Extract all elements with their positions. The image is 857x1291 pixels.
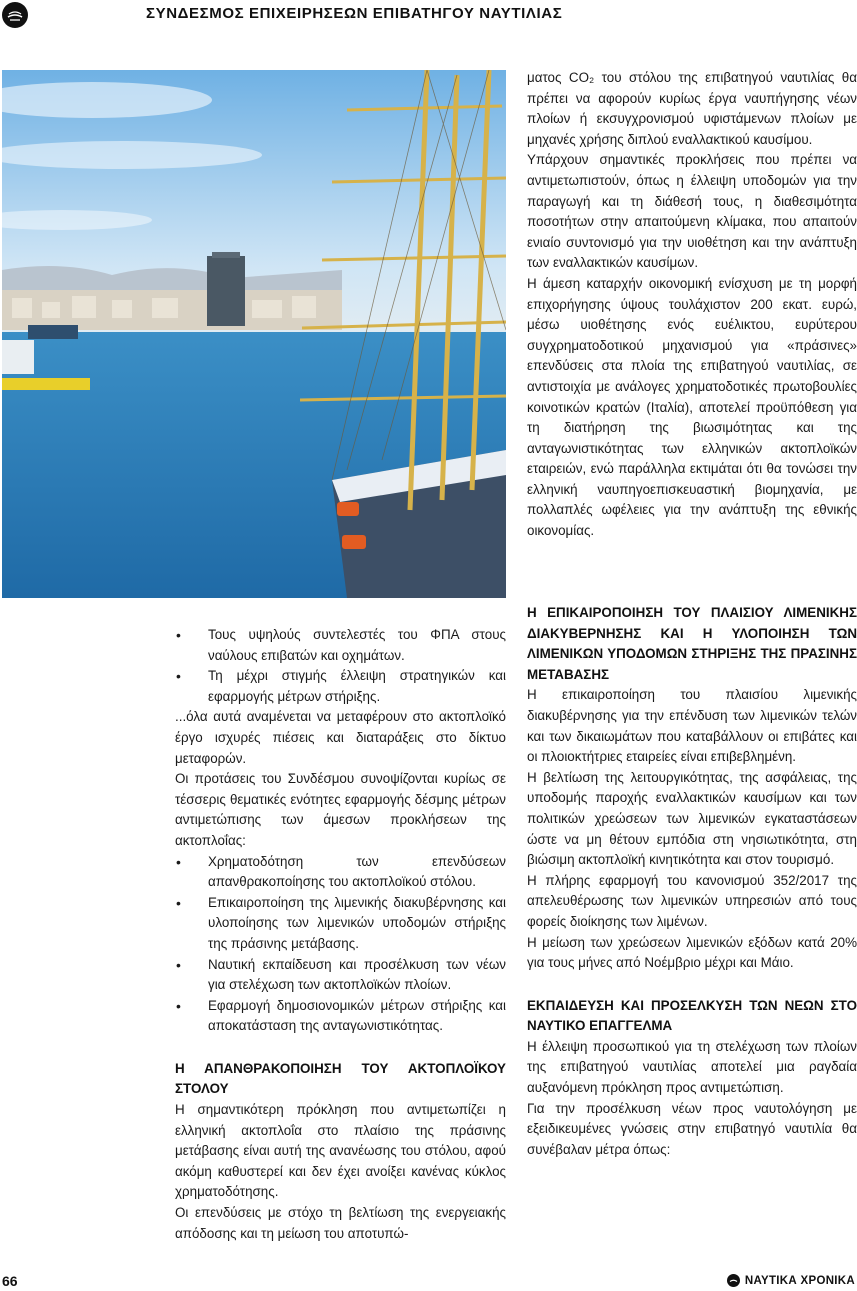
brand-name: ΝΑΥΤΙΚΑ ΧΡΟΝΙΚΑ: [744, 1274, 855, 1287]
brand-mark-icon: [727, 1274, 740, 1287]
page-header-title: ΣΥΝΔΕΣΜΟΣ ΕΠΙΧΕΙΡΗΣΕΩΝ ΕΠΙΒΑΤΗΓΟΥ ΝΑΥΤΙΛΙΑΣ: [146, 5, 563, 22]
harbor-photo: [2, 70, 506, 598]
paragraph: Υπάρχουν σημαντικές προκλήσεις που πρέπει να αντιμετωπιστούν, όπως η έλλειψη υποδομών για την παραγωγή και τη διάθεσή τους, η διαθεσιμότητα ποσοτήτων στην απαιτούμενη κλίμακα, που απαιτούν ενιαίο συντονισμό για την υιοθέτηση και την ανάπτυξη των εναλλακτικών καυσίμων.: [527, 152, 857, 271]
list-item: • Τους υψηλούς συντελεστές του ΦΠΑ στους ναύλους επιβατών και οχημάτων.: [175, 625, 506, 666]
paragraph: Η μείωση των χρεώσεων λιμενικών εξόδων κατά 20% για τους μήνες από Νοέμβριο μέχρι και Μάιο.: [527, 934, 857, 971]
footer-brand: [727, 1274, 855, 1287]
paragraph: Η πλήρης εφαρμογή του κανονισμού 352/2017 της απελευθέρωσης των λιμενικών υπηρεσιών από τους φορείς διοίκησης των λιμένων.: [527, 872, 857, 929]
paragraph: ματος CO₂ του στόλου της επιβατηγού ναυτιλίας θα πρέπει να αφορούν κυρίως έργα ναυπήγησης νέων πλοίων ή εκσυγχρονισμού υφιστάμενων πλοίων με μηχανές χρήσης διπλού εναλλακτικού καυσίμου.: [527, 70, 857, 147]
right-column-bottom: [527, 603, 857, 1160]
paragraph: Η έλλειψη προσωπικού για τη στελέχωση των πλοίων της επιβατηγού ναυτιλίας αποτελεί μια ραγδαία αυξανόμενη πρόκληση προς αντιμετώπιση.: [527, 1038, 857, 1096]
paragraph: ...όλα αυτά αναμένεται να μεταφέρουν στο ακτοπλοϊκό έργο ισχυρές πιέσεις και διαταράξεις στο δίκτυο μεταφορών.: [175, 709, 506, 766]
section-heading: Η ΑΠΑΝΘΡΑΚΟΠΟΙΗΣΗ ΤΟΥ ΑΚΤΟΠΛΟΪΚΟΥ ΣΤΟΛΟΥ: [175, 1060, 506, 1097]
section-heading: ΕΚΠΑΙΔΕΥΣΗ ΚΑΙ ΠΡΟΣΕΛΚΥΣΗ ΤΩΝ ΝΕΩΝ ΣΤΟ ΝΑΥΤΙΚΟ ΕΠΑΓΓΕΛΜΑ: [527, 997, 857, 1034]
list-item: • Επικαιροποίηση της λιμενικής διακυβέρνησης και υλοποίησης των λιμενικών υποδομών στήριξης της πράσινης μετάβασης.: [175, 893, 506, 955]
list-item: • Ναυτική εκπαίδευση και προσέλκυση των νέων για στελέχωση των ακτοπλοϊκών πλοίων.: [175, 955, 506, 996]
paragraph: Οι επενδύσεις με στόχο τη βελτίωση της ενεργειακής απόδοσης και τη μείωση του αποτυπώ-: [175, 1205, 506, 1241]
page-number: 66: [2, 1273, 18, 1289]
left-column: [175, 625, 506, 1244]
list-item: • Τη μέχρι στιγμής έλλειψη στρατηγικών και εφαρμογής μέτρων στήριξης.: [175, 666, 506, 707]
paragraph: Η άμεση καταρχήν οικονομική ενίσχυση με τη μορφή επιχορήγησης ύψους τουλάχιστον 200 εκατ. ευρώ, μέσω υιοθέτησης ενός ευέλικτου, ευρύτερου συγχρηματοδοτικού μηχανισμού για «πράσινες» επενδύσεις στα πλοία της επιβατηγού ναυτιλίας, σε αντιστοιχία με ανάλογες χρηματοδοτικές πρωτοβουλίες κοινοτικών κρατών (Ιταλία), αποτελεί προϋπόθεση για τη διατήρηση της βιωσιμότητας και της ανταγωνιστικότητας των ελληνικών ακτοπλοϊκών εταιρειών, ενώ παράλληλα εκτιμάται ότι θα τονώσει την ελληνική ναυπηγοεπισκευαστική βιομηχανία, με πολλαπλές ωφέλειες για την ανάπτυξη της εθνικής οικονομίας.: [527, 275, 857, 539]
paragraph: Η επικαιροποίηση του πλαισίου λιμενικής διακυβέρνησης για την επένδυση των λιμενικών τελών και των δικαιωμάτων που καταβάλλουν οι επιβάτες και οι πλοιοκτήτριες εταιρείες είναι επιβεβλημένη.: [527, 687, 857, 765]
paragraph: Η βελτίωση της λειτουργικότητας, της ασφάλειας, της υποδομής παροχής εναλλακτικών καυσίμων και των πολιτικών χρεώσεων των λιμενικών εγκαταστάσεων ώστε να μη θέτουν εμπόδια στη νησιωτικότητα, στη βιώσιμη ακτοπλοϊκή κινητικότητα και στον τουρισμό.: [527, 769, 857, 868]
bullet-list: [175, 625, 506, 707]
section-heading: Η ΕΠΙΚΑΙΡΟΠΟΙΗΣΗ ΤΟΥ ΠΛΑΙΣΙΟΥ ΛΙΜΕΝΙΚΗΣ ΔΙΑΚΥΒΕΡΝΗΣΗΣ ΚΑΙ Η ΥΛΟΠΟΙΗΣΗ ΤΩΝ ΛΙΜΕΝΙΚΩΝ ΥΠΟΔΟΜΩΝ ΣΤΗΡΙΞΗΣ ΤΗΣ ΠΡΑΣΙΝΗΣ ΜΕΤΑΒΑΣΗΣ: [527, 605, 857, 682]
paragraph: Η σημαντικότερη πρόκληση που αντιμετωπίζει η ελληνική ακτοπλοΐα στο πλαίσιο της πράσινης μετάβασης είναι αυτή της ανανέωσης του στόλου, αφού ακόμη καθυστερεί και δεν έχει ανοίξει κανένας κύκλος χρηματοδότησης.: [175, 1102, 506, 1200]
circle-ship-logo-icon: [2, 2, 28, 28]
themes-list: [175, 852, 506, 1037]
list-item: • Εφαρμογή δημοσιονομικών μέτρων στήριξης και αποκατάσταση της ανταγωνιστικότητας.: [175, 996, 506, 1037]
right-column-top: [527, 68, 857, 542]
paragraph: Για την προσέλκυση νέων προς ναυτολόγηση με εξειδικευμένες γνώσεις στην επιβατηγό ναυτιλία θα συνέβαλαν μέτρα όπως:: [527, 1100, 857, 1157]
paragraph: Οι προτάσεις του Συνδέσμου συνοψίζονται κυρίως σε τέσσερις θεματικές ενότητες εφαρμογής δέσμης μέτρων αντιμετώπισης των άμεσων προκλήσεων της ακτοπλοΐας:: [175, 771, 506, 848]
list-item: • Χρηματοδότηση των επενδύσεων απανθρακοποίησης του ακτοπλοϊκού στόλου.: [175, 852, 506, 893]
